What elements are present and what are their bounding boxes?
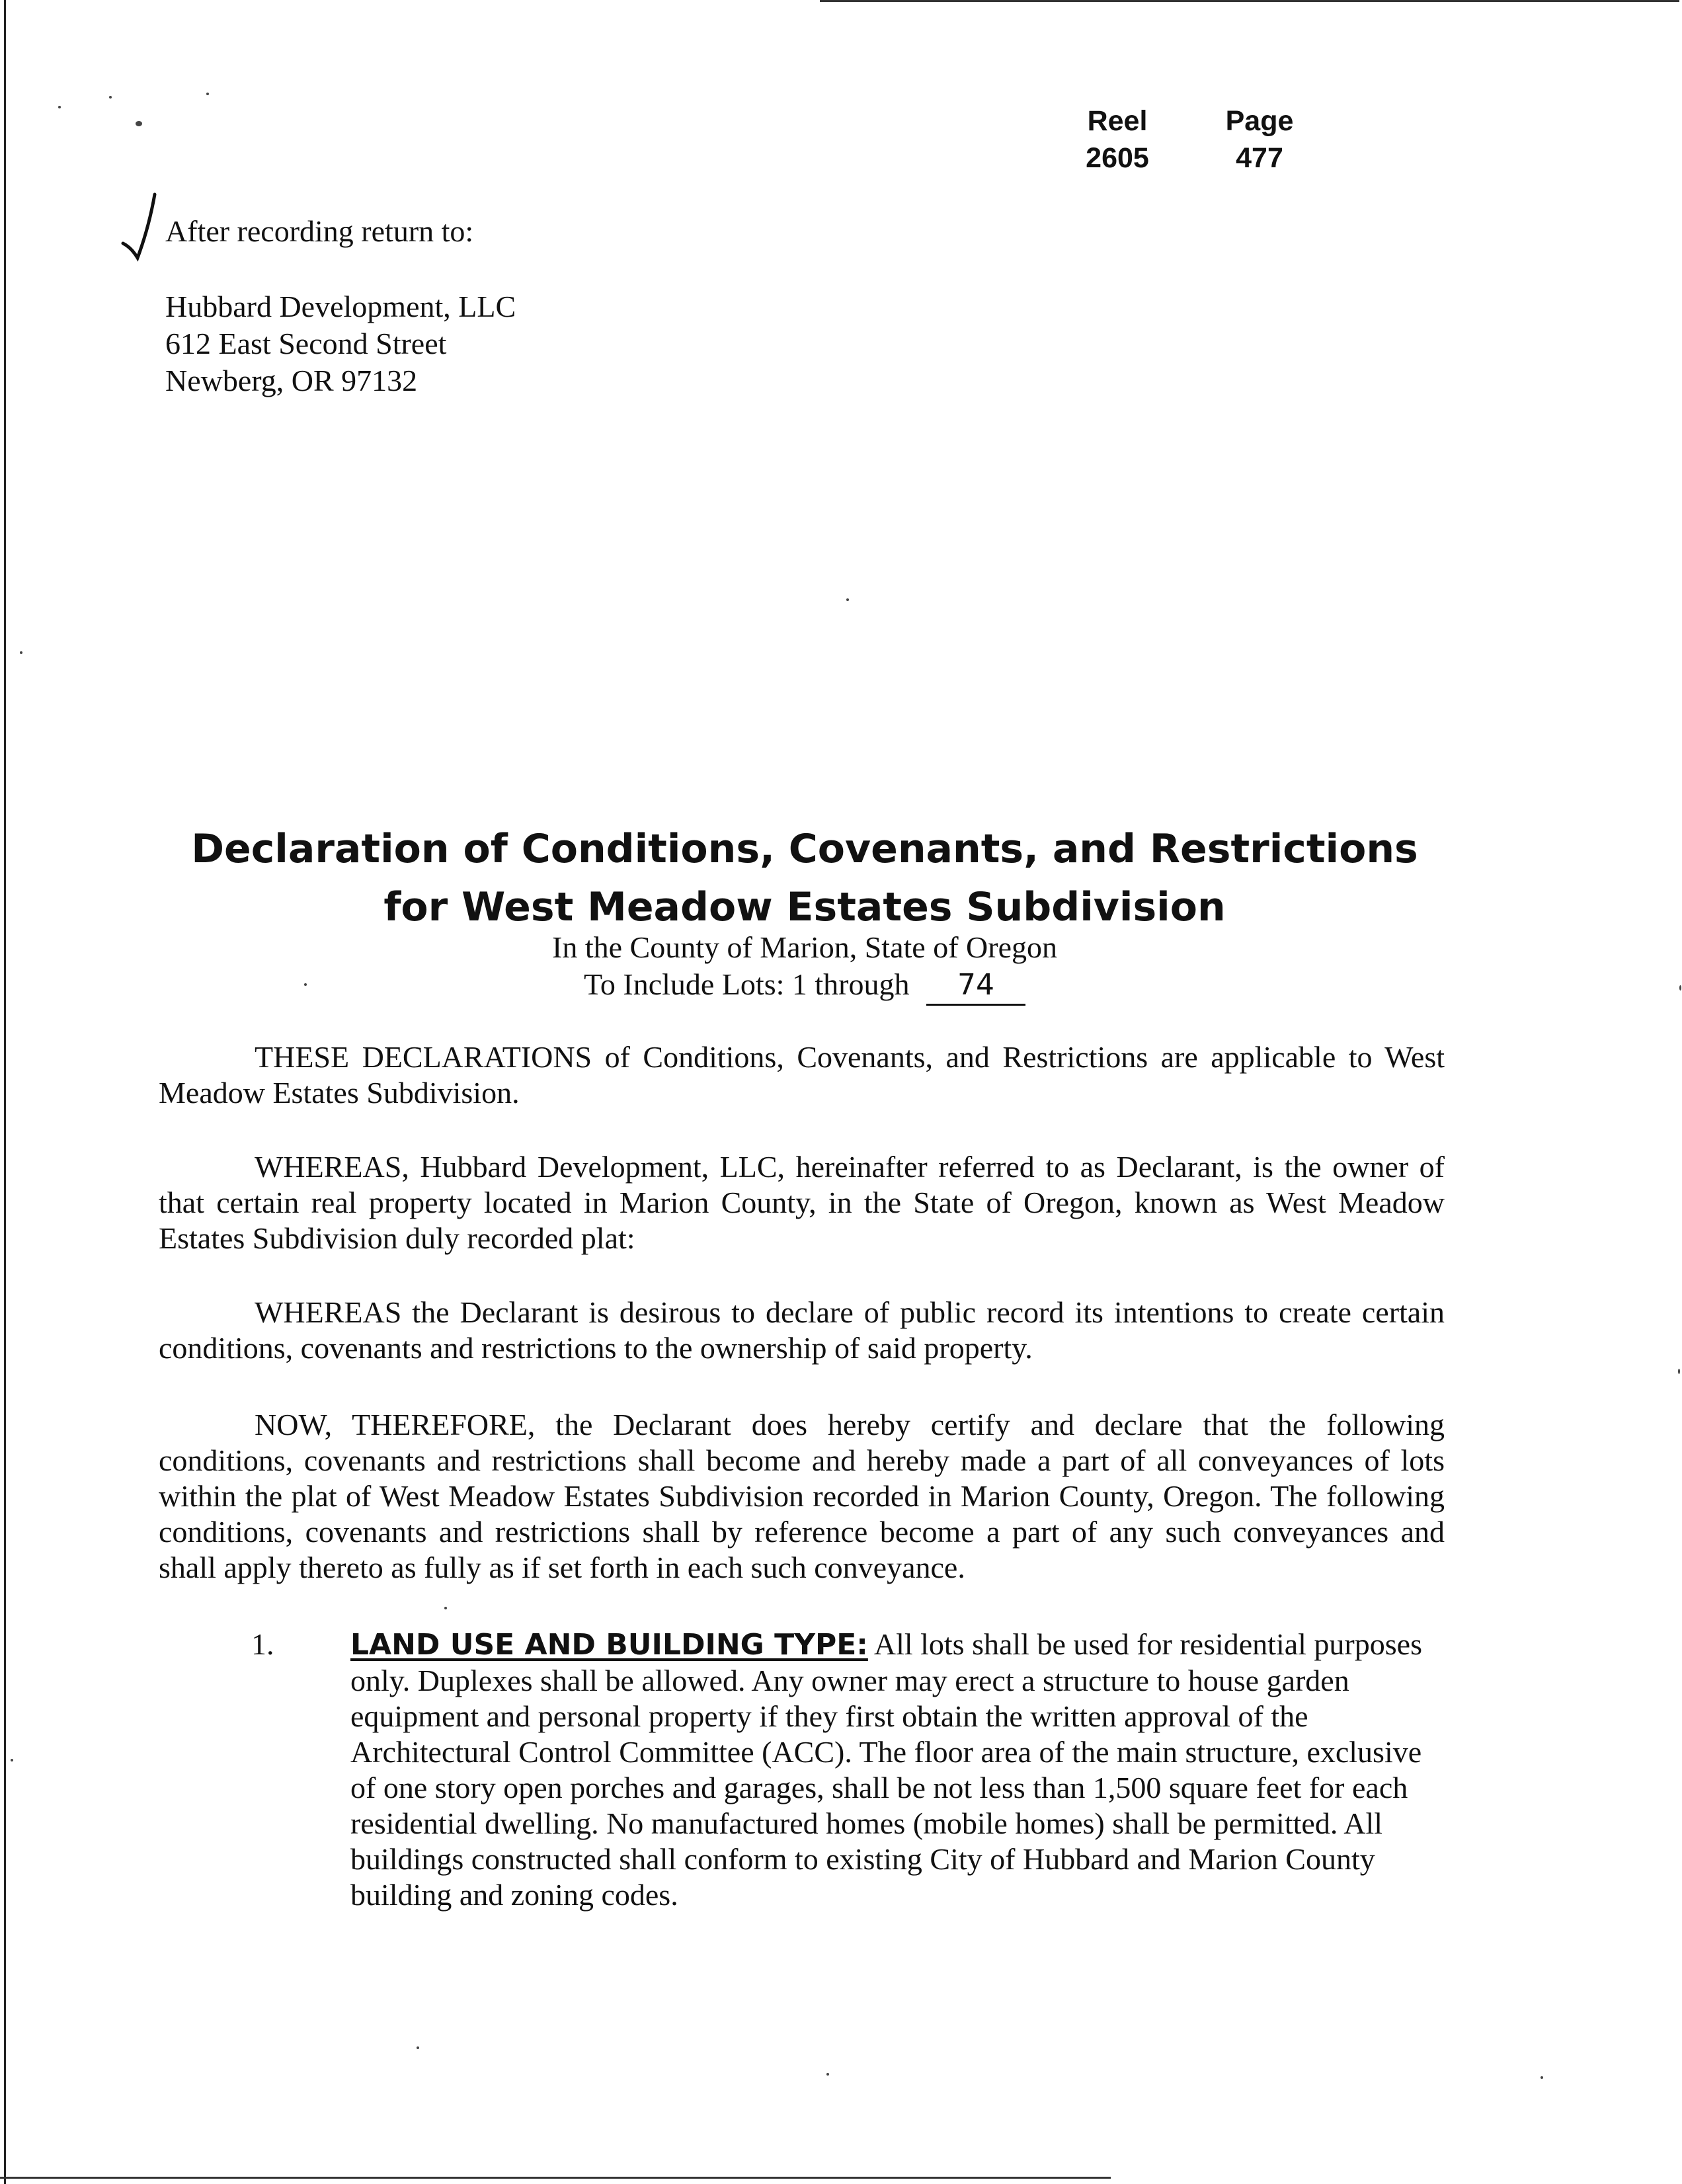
- address-line: 612 East Second Street: [165, 327, 447, 360]
- paragraph-text: NOW, THEREFORE, the Declarant does hereby certify and declare that the following conditions, covenants and restrictions shall become and hereby made a part of all conveyances of lots within the plat of West Meadow Estates Subdivision recorded in Marion County, Oregon. The following conditions, covenants and restrictions shall by reference become a part of any such conveyances and shall apply thereto as fully as if set forth in each such conveyance.: [159, 1408, 1445, 1584]
- scan-speck: [826, 2073, 829, 2076]
- title-line-1: Declaration of Conditions, Covenants, and Restrictions: [191, 826, 1418, 872]
- scan-speck: [109, 96, 112, 99]
- return-to-label: After recording return to:: [165, 214, 474, 248]
- scan-speck: [1679, 985, 1681, 991]
- item-number: 1.: [251, 1627, 274, 1661]
- reel-column: [1064, 102, 1170, 177]
- scan-edge-bottom: [0, 2177, 1111, 2179]
- item-body: [350, 1627, 1448, 1913]
- document-title: [0, 820, 1609, 936]
- scan-speck: [1678, 1369, 1680, 1374]
- paragraph-now-therefore: [159, 1407, 1445, 1586]
- scan-speck: [1541, 2076, 1543, 2079]
- scan-speck: [444, 1607, 447, 1609]
- scan-edge-top: [820, 0, 1679, 2]
- paragraph-whereas-owner: [159, 1149, 1445, 1256]
- item-heading: LAND USE AND BUILDING TYPE:: [350, 1628, 868, 1662]
- scan-speck: [20, 651, 22, 654]
- reel-value: 2605: [1086, 142, 1149, 174]
- address-line: Hubbard Development, LLC: [165, 290, 516, 323]
- title-line-2: for West Meadow Estates Subdivision: [383, 884, 1226, 930]
- paragraph-text: THESE DECLARATIONS of Conditions, Covenants, and Restrictions are applicable to West Meadow Estates Subdivision.: [159, 1040, 1445, 1110]
- document-subtitle: [0, 929, 1609, 1006]
- paragraph-text: WHEREAS, Hubbard Development, LLC, hereinafter referred to as Declarant, is the owner of that certain real property located in Marion County, in the State of Oregon, known as West Meadow Estates Subdivision duly recorded plat:: [159, 1150, 1445, 1255]
- scan-speck: [846, 598, 849, 601]
- scan-speck: [11, 1759, 13, 1761]
- paragraph-whereas-desirous: [159, 1295, 1445, 1366]
- lots-handwritten-value: 74: [926, 967, 1025, 1006]
- handwritten-check-icon: [114, 190, 173, 263]
- lots-line: [584, 966, 1025, 1006]
- scan-speck: [206, 93, 209, 95]
- paragraph-text: WHEREAS the Declarant is desirous to declare of public record its intentions to create certain conditions, covenants and restrictions to the ownership of said property.: [159, 1295, 1445, 1365]
- page-column: [1210, 102, 1309, 177]
- page-value: 477: [1236, 142, 1283, 174]
- item-text: All lots shall be used for residential purposes only. Duplexes shall be allowed. Any owner may erect a structure to house garden equipment and personal property if they first obtain the written approval of the Architectural Control Committee (ACC). The floor area of the main structure, exclusive of one story open porches and garages, shall be not less than 1,500 square feet for each residential dwelling. No manufactured homes (mobile homes) shall be permitted. All buildings constructed shall conform to existing City of Hubbard and Marion County building and zoning codes.: [350, 1627, 1422, 1912]
- lots-prefix: To Include Lots: 1 through: [584, 967, 910, 1001]
- scan-speck: [58, 106, 61, 108]
- scan-speck: [136, 121, 142, 126]
- page-label: Page: [1225, 105, 1294, 137]
- address-line: Newberg, OR 97132: [165, 364, 418, 397]
- return-address: [165, 288, 516, 399]
- paragraph-declarations: [159, 1039, 1445, 1111]
- scan-speck: [417, 2046, 419, 2049]
- reel-label: Reel: [1087, 105, 1148, 137]
- county-line: In the County of Marion, State of Oregon: [552, 930, 1057, 964]
- scan-edge-left: [4, 0, 6, 2184]
